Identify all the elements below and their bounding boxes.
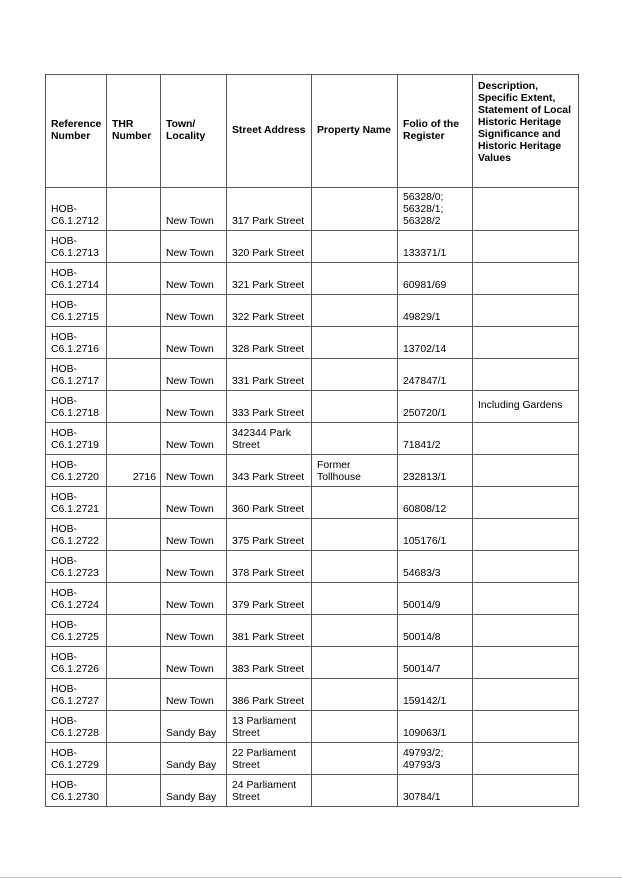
cell-description (473, 455, 579, 487)
cell-thr-number (107, 263, 161, 295)
cell-property-name (312, 775, 398, 807)
cell-thr-number (107, 188, 161, 231)
cell-street-address: 328 Park Street (227, 327, 312, 359)
cell-reference-number: HOB-C6.1.2727 (46, 679, 107, 711)
table-row (46, 263, 579, 295)
table-row (46, 455, 579, 487)
cell-street-address: 379 Park Street (227, 583, 312, 615)
cell-thr-number (107, 423, 161, 455)
cell-folio: 105176/1 (398, 519, 473, 551)
cell-reference-number: HOB-C6.1.2715 (46, 295, 107, 327)
cell-folio: 133371/1 (398, 231, 473, 263)
cell-town-locality: New Town (161, 188, 227, 231)
cell-street-address: 343 Park Street (227, 455, 312, 487)
cell-street-address: 342344 Park Street (227, 423, 312, 455)
table-row (46, 327, 579, 359)
cell-town-locality: New Town (161, 391, 227, 423)
cell-description (473, 519, 579, 551)
cell-street-address: 386 Park Street (227, 679, 312, 711)
cell-folio: 109063/1 (398, 711, 473, 743)
cell-reference-number: HOB-C6.1.2719 (46, 423, 107, 455)
cell-folio: 50014/7 (398, 647, 473, 679)
table-row (46, 551, 579, 583)
cell-property-name (312, 327, 398, 359)
table-row (46, 647, 579, 679)
cell-description (473, 263, 579, 295)
cell-description (473, 711, 579, 743)
cell-reference-number: HOB-C6.1.2721 (46, 487, 107, 519)
cell-town-locality: New Town (161, 263, 227, 295)
cell-town-locality: New Town (161, 519, 227, 551)
cell-property-name (312, 423, 398, 455)
cell-reference-number: HOB-C6.1.2725 (46, 615, 107, 647)
cell-town-locality: New Town (161, 231, 227, 263)
cell-reference-number: HOB-C6.1.2729 (46, 743, 107, 775)
cell-folio: 60808/12 (398, 487, 473, 519)
table-row (46, 423, 579, 455)
cell-reference-number: HOB-C6.1.2728 (46, 711, 107, 743)
header-thr-number: THR Number (107, 75, 161, 188)
table-row (46, 231, 579, 263)
cell-thr-number (107, 551, 161, 583)
cell-town-locality: New Town (161, 327, 227, 359)
cell-description (473, 583, 579, 615)
header-property-name: Property Name (312, 75, 398, 188)
table-row (46, 487, 579, 519)
cell-street-address: 322 Park Street (227, 295, 312, 327)
table-row (46, 743, 579, 775)
cell-thr-number (107, 615, 161, 647)
table-row (46, 775, 579, 807)
cell-property-name (312, 519, 398, 551)
cell-property-name (312, 188, 398, 231)
cell-property-name (312, 359, 398, 391)
cell-thr-number (107, 711, 161, 743)
table-row (46, 359, 579, 391)
cell-thr-number (107, 487, 161, 519)
cell-reference-number: HOB-C6.1.2714 (46, 263, 107, 295)
cell-description (473, 743, 579, 775)
cell-description (473, 487, 579, 519)
cell-folio: 54683/3 (398, 551, 473, 583)
cell-property-name (312, 391, 398, 423)
cell-folio: 50014/8 (398, 615, 473, 647)
cell-street-address: 333 Park Street (227, 391, 312, 423)
cell-town-locality: New Town (161, 679, 227, 711)
cell-description (473, 679, 579, 711)
cell-thr-number (107, 679, 161, 711)
cell-description (473, 423, 579, 455)
cell-property-name (312, 679, 398, 711)
cell-folio: 49829/1 (398, 295, 473, 327)
cell-property-name (312, 263, 398, 295)
cell-reference-number: HOB-C6.1.2726 (46, 647, 107, 679)
cell-description: Including Gardens (473, 391, 579, 423)
cell-town-locality: Sandy Bay (161, 711, 227, 743)
table-row (46, 188, 579, 231)
header-description: Description, Specific Extent, Statement of Local Historic Heritage Significance and Historic Heritage Values (473, 75, 579, 188)
table-row (46, 295, 579, 327)
cell-street-address: 24 Parliament Street (227, 775, 312, 807)
cell-thr-number (107, 583, 161, 615)
table-row (46, 711, 579, 743)
cell-street-address: 320 Park Street (227, 231, 312, 263)
cell-thr-number (107, 775, 161, 807)
cell-folio: 13702/14 (398, 327, 473, 359)
cell-reference-number: HOB-C6.1.2722 (46, 519, 107, 551)
cell-property-name (312, 551, 398, 583)
cell-folio: 60981/69 (398, 263, 473, 295)
cell-thr-number (107, 359, 161, 391)
cell-reference-number: HOB-C6.1.2730 (46, 775, 107, 807)
cell-town-locality: New Town (161, 359, 227, 391)
cell-town-locality: New Town (161, 615, 227, 647)
cell-town-locality: New Town (161, 551, 227, 583)
cell-folio: 159142/1 (398, 679, 473, 711)
cell-folio: 232813/1 (398, 455, 473, 487)
cell-town-locality: New Town (161, 295, 227, 327)
cell-folio: 250720/1 (398, 391, 473, 423)
cell-description (473, 188, 579, 231)
cell-street-address: 321 Park Street (227, 263, 312, 295)
cell-description (473, 295, 579, 327)
cell-street-address: 13 Parliament Street (227, 711, 312, 743)
cell-street-address: 331 Park Street (227, 359, 312, 391)
header-folio-of-register: Folio of the Register (398, 75, 473, 188)
cell-description (473, 359, 579, 391)
cell-town-locality: Sandy Bay (161, 775, 227, 807)
cell-property-name (312, 711, 398, 743)
cell-description (473, 615, 579, 647)
cell-street-address: 360 Park Street (227, 487, 312, 519)
cell-reference-number: HOB-C6.1.2720 (46, 455, 107, 487)
cell-property-name (312, 487, 398, 519)
table-row (46, 679, 579, 711)
cell-thr-number (107, 295, 161, 327)
cell-reference-number: HOB-C6.1.2712 (46, 188, 107, 231)
cell-thr-number (107, 743, 161, 775)
cell-thr-number (107, 391, 161, 423)
cell-property-name (312, 295, 398, 327)
cell-town-locality: New Town (161, 423, 227, 455)
cell-town-locality: New Town (161, 583, 227, 615)
cell-street-address: 381 Park Street (227, 615, 312, 647)
cell-thr-number (107, 231, 161, 263)
cell-reference-number: HOB-C6.1.2713 (46, 231, 107, 263)
cell-reference-number: HOB-C6.1.2717 (46, 359, 107, 391)
cell-reference-number: HOB-C6.1.2723 (46, 551, 107, 583)
table-body (46, 188, 579, 807)
cell-description (473, 775, 579, 807)
cell-property-name (312, 743, 398, 775)
cell-folio: 71841/2 (398, 423, 473, 455)
cell-description (473, 551, 579, 583)
cell-thr-number (107, 327, 161, 359)
cell-thr-number: 2716 (107, 455, 161, 487)
header-town-locality: Town/ Locality (161, 75, 227, 188)
cell-reference-number: HOB-C6.1.2724 (46, 583, 107, 615)
cell-thr-number (107, 519, 161, 551)
header-row (46, 75, 579, 188)
cell-town-locality: New Town (161, 455, 227, 487)
cell-folio: 247847/1 (398, 359, 473, 391)
cell-property-name (312, 231, 398, 263)
cell-street-address: 22 Parliament Street (227, 743, 312, 775)
cell-street-address: 375 Park Street (227, 519, 312, 551)
table-row (46, 615, 579, 647)
page-bottom-rule (0, 877, 622, 878)
heritage-register-table (45, 74, 579, 807)
cell-folio: 56328/0; 56328/1; 56328/2 (398, 188, 473, 231)
table-row (46, 391, 579, 423)
cell-folio: 50014/9 (398, 583, 473, 615)
cell-thr-number (107, 647, 161, 679)
cell-property-name (312, 647, 398, 679)
cell-property-name: Former Tollhouse (312, 455, 398, 487)
cell-property-name (312, 583, 398, 615)
cell-folio: 49793/2; 49793/3 (398, 743, 473, 775)
cell-description (473, 231, 579, 263)
header-street-address: Street Address (227, 75, 312, 188)
cell-description (473, 647, 579, 679)
cell-reference-number: HOB-C6.1.2718 (46, 391, 107, 423)
table-row (46, 583, 579, 615)
header-reference-number: Reference Number (46, 75, 107, 188)
cell-reference-number: HOB-C6.1.2716 (46, 327, 107, 359)
cell-town-locality: New Town (161, 487, 227, 519)
cell-town-locality: Sandy Bay (161, 743, 227, 775)
cell-property-name (312, 615, 398, 647)
cell-town-locality: New Town (161, 647, 227, 679)
cell-street-address: 317 Park Street (227, 188, 312, 231)
cell-street-address: 378 Park Street (227, 551, 312, 583)
cell-street-address: 383 Park Street (227, 647, 312, 679)
cell-folio: 30784/1 (398, 775, 473, 807)
table-row (46, 519, 579, 551)
cell-description (473, 327, 579, 359)
